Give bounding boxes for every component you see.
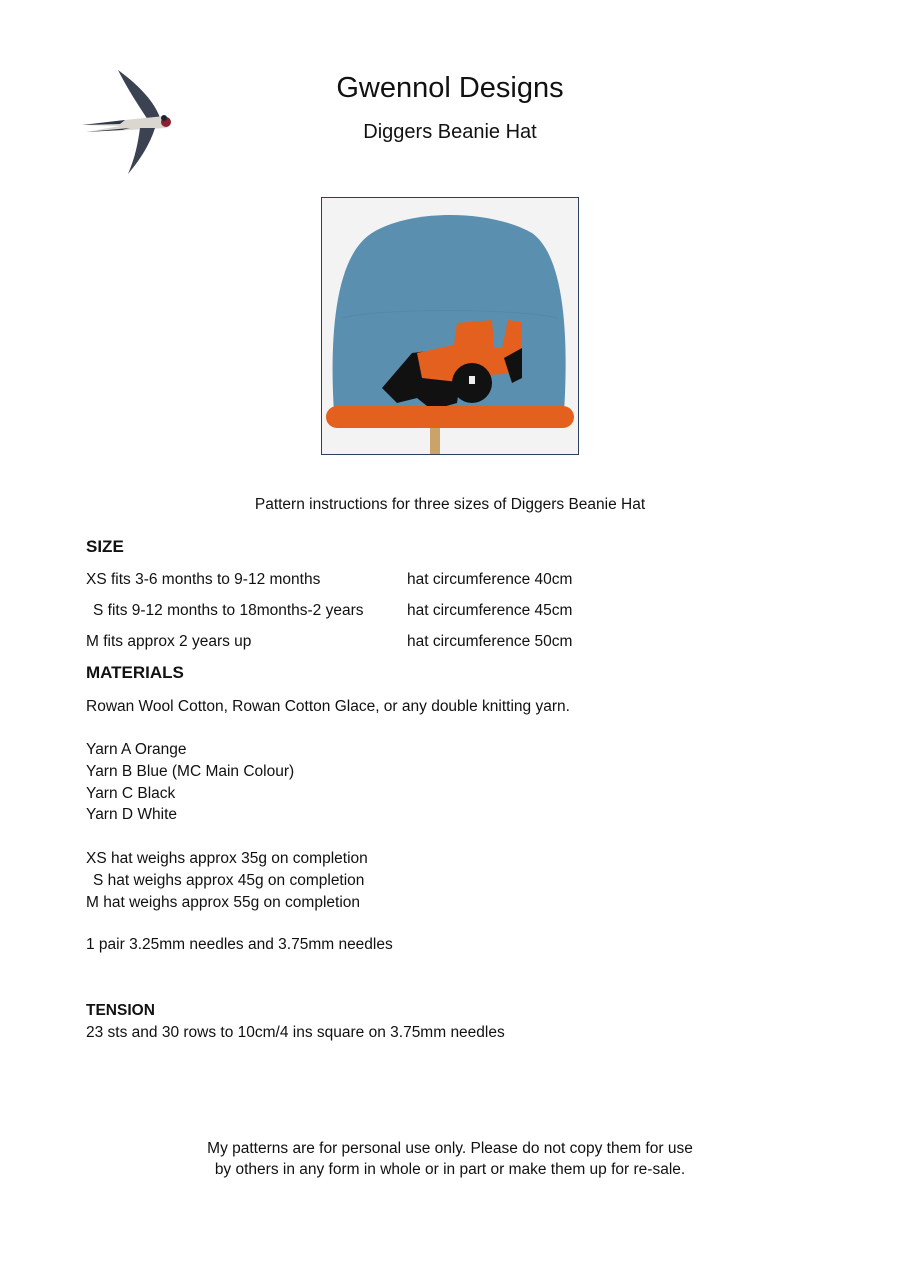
- yarn-a: Yarn A Orange: [86, 741, 187, 758]
- size-circumference-m: hat circumference 50cm: [407, 633, 573, 650]
- size-fit-xs: XS fits 3-6 months to 9-12 months: [86, 571, 321, 588]
- yarn-d: Yarn D White: [86, 806, 178, 823]
- tension-heading: TENSION: [86, 1002, 155, 1019]
- intro-text: Pattern instructions for three sizes of Diggers Beanie Hat: [254, 496, 646, 513]
- size-circumference-xs: hat circumference 40cm: [407, 571, 573, 588]
- size-fit-s: S fits 9-12 months to 18months-2 years: [93, 602, 364, 619]
- brand-title: Gwennol Designs: [336, 72, 564, 104]
- tension-text: 23 sts and 30 rows to 10cm/4 ins square on 3.75mm needles: [86, 1024, 505, 1041]
- yarn-c: Yarn C Black: [86, 785, 176, 802]
- size-circumference-s: hat circumference 45cm: [407, 602, 573, 619]
- knitted-digger-beanie-photo: [321, 197, 579, 455]
- yarn-b: Yarn B Blue (MC Main Colour): [86, 763, 295, 780]
- weight-m: M hat weighs approx 55g on completion: [86, 894, 360, 911]
- weight-s: S hat weighs approx 45g on completion: [93, 872, 365, 889]
- pattern-title: Diggers Beanie Hat: [363, 121, 537, 143]
- needles-text: 1 pair 3.25mm needles and 3.75mm needles: [86, 936, 393, 953]
- copyright-line-2: by others in any form in whole or in part or make them up for re-sale.: [214, 1161, 686, 1178]
- materials-heading: MATERIALS: [86, 663, 184, 682]
- yarn-note: Rowan Wool Cotton, Rowan Cotton Glace, or any double knitting yarn.: [86, 698, 570, 715]
- size-heading: SIZE: [86, 537, 124, 556]
- size-fit-m: M fits approx 2 years up: [86, 633, 252, 650]
- weight-xs: XS hat weighs approx 35g on completion: [86, 850, 368, 867]
- copyright-line-1: My patterns are for personal use only. Please do not copy them for use: [207, 1140, 693, 1157]
